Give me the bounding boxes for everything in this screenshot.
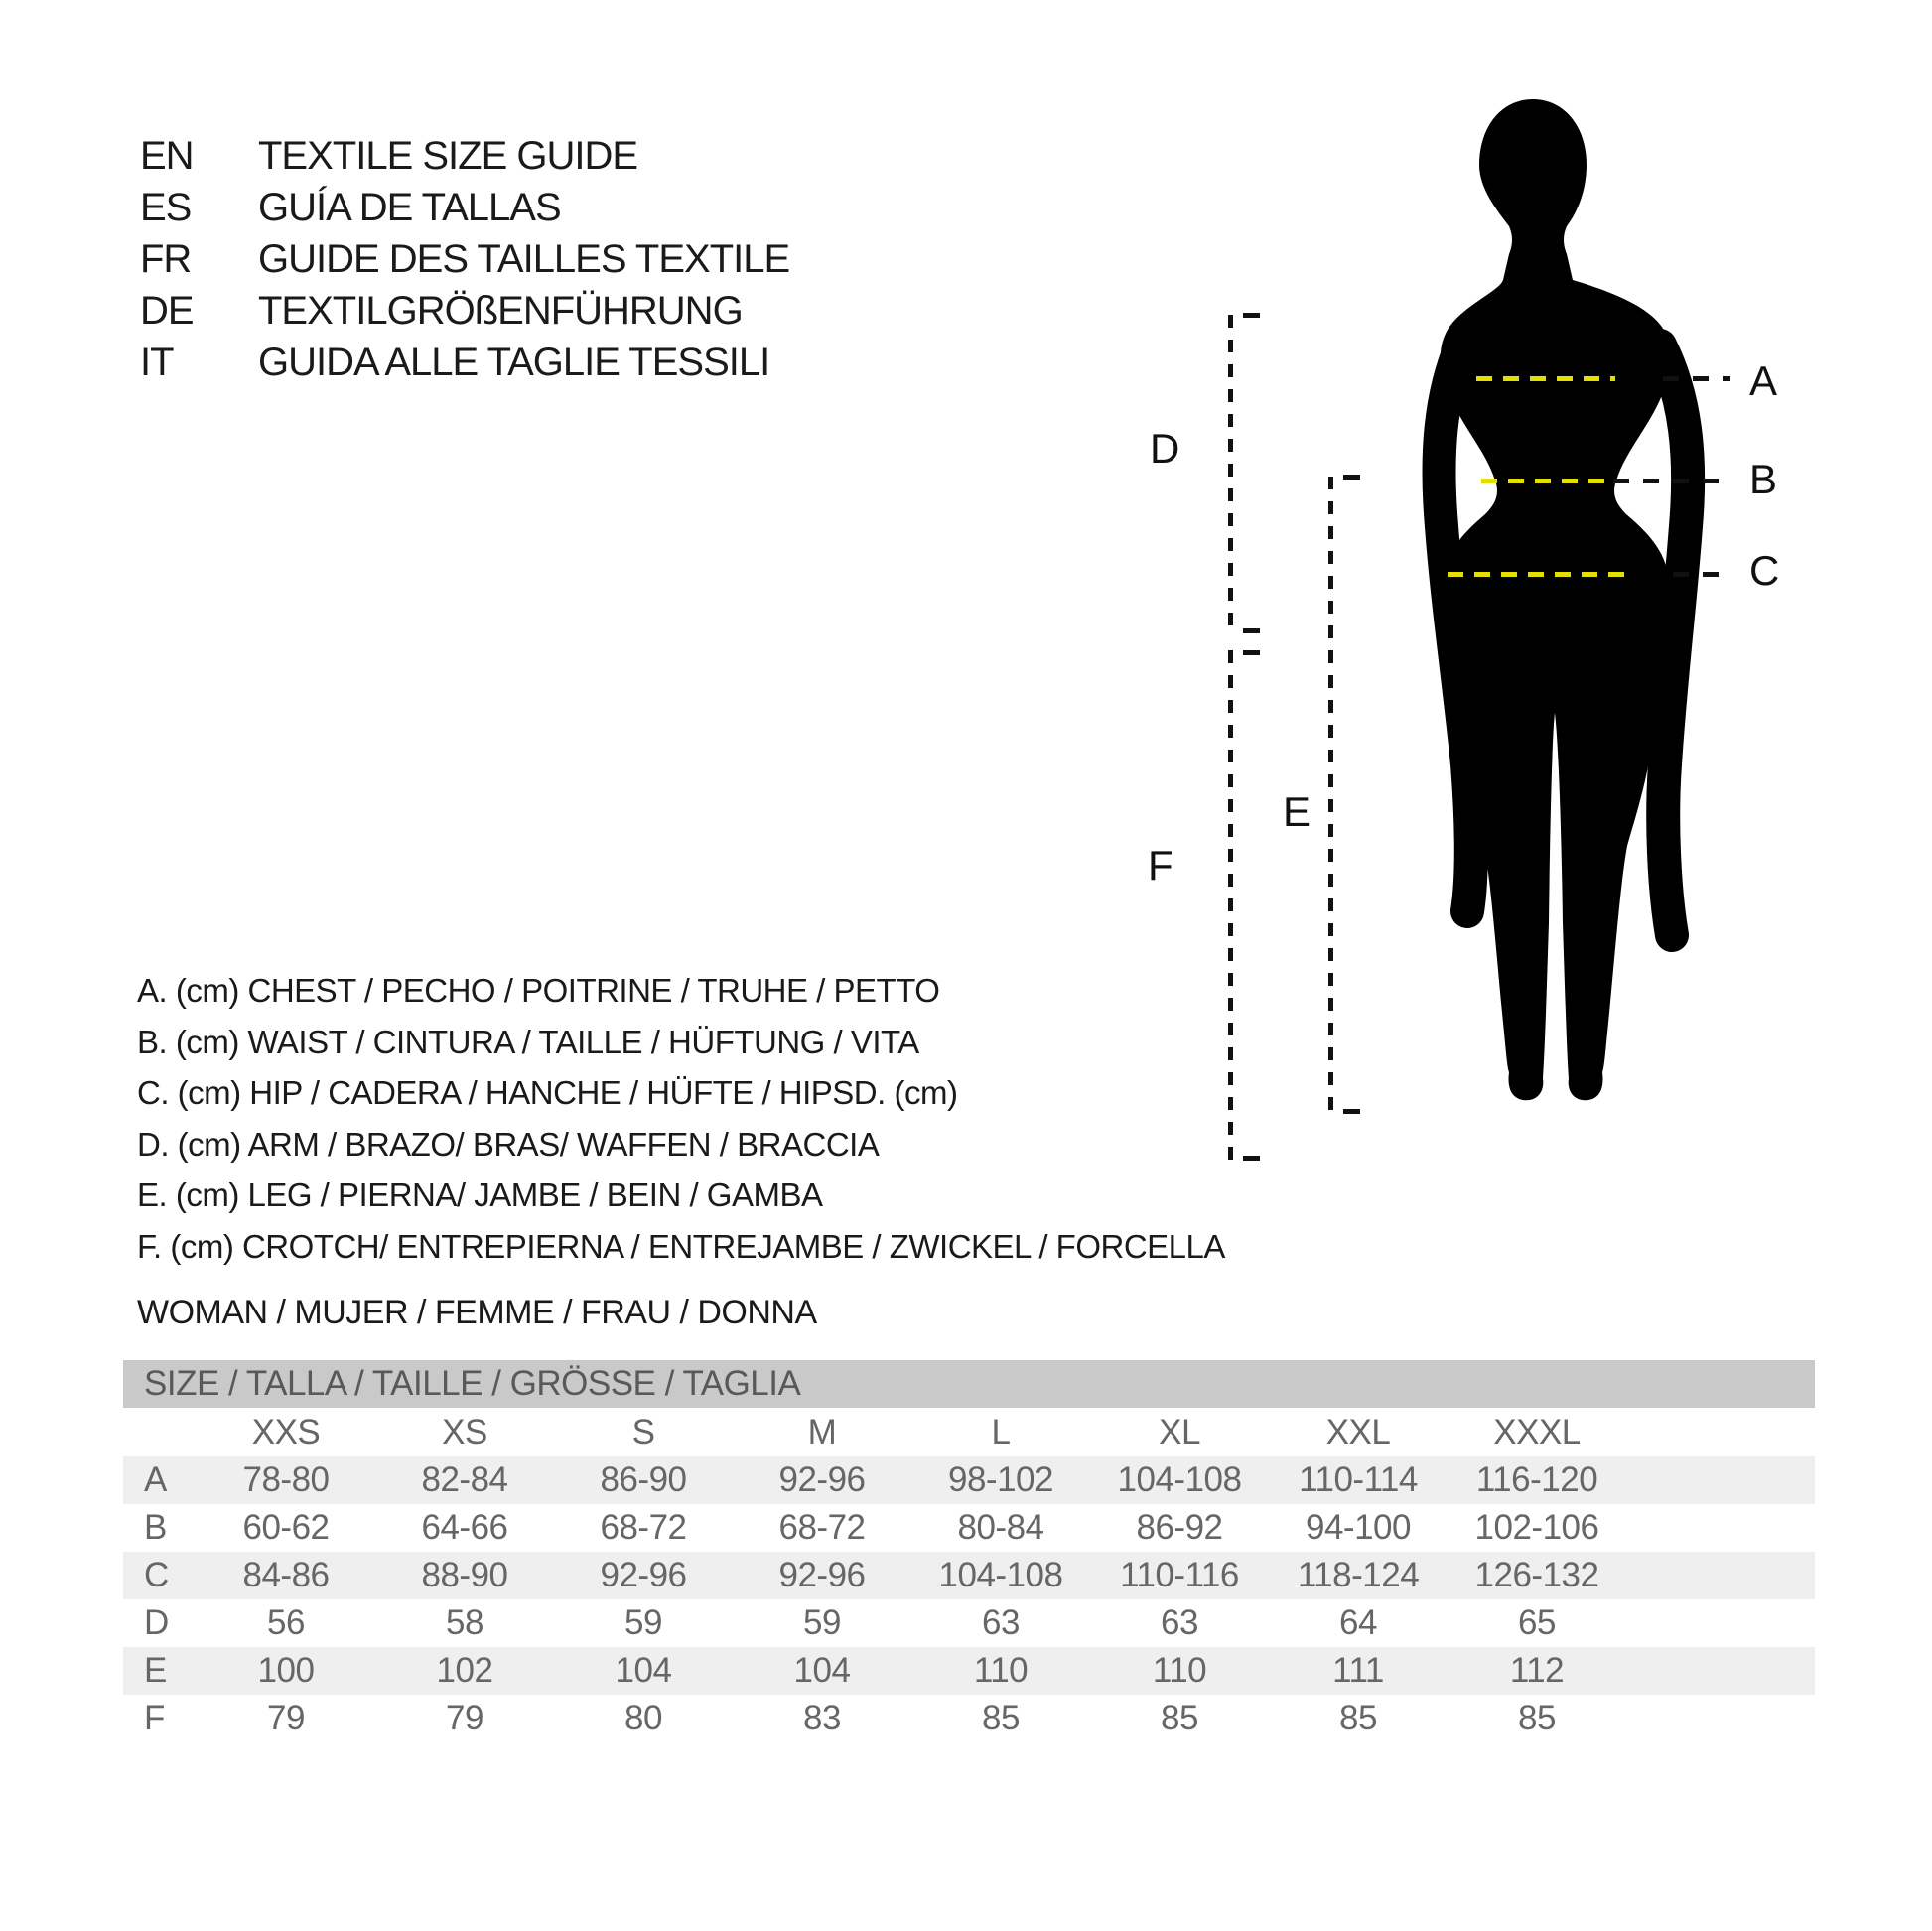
- label-crotch-F: F: [1148, 842, 1173, 889]
- leg-measure-line: [1328, 477, 1333, 1114]
- cell: 85: [982, 1699, 1020, 1737]
- guide-title: GUIDE DES TAILLES TEXTILE: [258, 237, 790, 281]
- cell: 92-96: [778, 1556, 866, 1594]
- cell: 110: [1152, 1651, 1207, 1690]
- cell: 59: [624, 1603, 662, 1642]
- cell: 126-132: [1474, 1556, 1599, 1594]
- cell: 102-106: [1474, 1508, 1599, 1547]
- leg-line-top-tick: [1343, 475, 1360, 480]
- label-hip-C: C: [1749, 547, 1780, 594]
- cell: 68-72: [778, 1508, 866, 1547]
- legend-chest: A. (cm) CHEST / PECHO / POITRINE / TRUHE / PETTO: [137, 972, 940, 1009]
- crotch-line-bottom-tick: [1243, 1156, 1260, 1161]
- waist-leader-dash: [1613, 479, 1730, 483]
- guide-title: GUIDA ALLE TAGLIE TESSILI: [258, 341, 770, 384]
- woman-silhouette-image: [1410, 89, 1727, 1112]
- row-label: F: [144, 1699, 165, 1737]
- cell: 85: [1161, 1699, 1198, 1737]
- cell: 82-84: [421, 1460, 508, 1499]
- hip-measure-dash: [1448, 572, 1629, 577]
- cell: 84-86: [242, 1556, 330, 1594]
- cell: 78-80: [242, 1460, 330, 1499]
- cell: 102: [436, 1651, 493, 1690]
- cell: 92-96: [778, 1460, 866, 1499]
- size-table: [123, 1360, 1815, 1742]
- cell: 79: [267, 1699, 305, 1737]
- waist-measure-dash: [1481, 479, 1605, 483]
- col-header-xxl: XXL: [1325, 1412, 1391, 1451]
- row-label: C: [144, 1556, 169, 1594]
- table-row-leg: [123, 1647, 1815, 1695]
- arm-measure-line: [1228, 315, 1233, 633]
- chest-leader-dash: [1663, 376, 1730, 381]
- cell: 58: [446, 1603, 483, 1642]
- header-row-fr: [140, 237, 789, 281]
- table-row-crotch: [123, 1695, 1815, 1742]
- cell: 85: [1339, 1699, 1377, 1737]
- cell: 110-114: [1299, 1460, 1418, 1499]
- cell: 104: [615, 1651, 672, 1690]
- table-row-waist: [123, 1504, 1815, 1552]
- lang-code: FR: [140, 237, 192, 281]
- row-label: B: [144, 1508, 167, 1547]
- guide-title: TEXTILE SIZE GUIDE: [258, 134, 638, 178]
- table-row-chest: [123, 1456, 1815, 1504]
- col-header-xs: XS: [442, 1412, 487, 1451]
- cell: 63: [1161, 1603, 1198, 1642]
- col-header-xxxl: XXXL: [1493, 1412, 1581, 1451]
- cell: 65: [1518, 1603, 1556, 1642]
- lang-code: IT: [140, 341, 174, 384]
- arm-line-top-tick: [1243, 313, 1260, 318]
- cell: 64-66: [421, 1508, 508, 1547]
- audience-heading: WOMAN / MUJER / FEMME / FRAU / DONNA: [137, 1294, 817, 1331]
- legend-leg: E. (cm) LEG / PIERNA/ JAMBE / BEIN / GAMBA: [137, 1176, 823, 1213]
- cell: 104: [793, 1651, 851, 1690]
- cell: 83: [803, 1699, 841, 1737]
- label-arm-D: D: [1150, 425, 1180, 472]
- row-label: A: [144, 1460, 167, 1499]
- label-waist-B: B: [1749, 456, 1778, 502]
- lang-code: EN: [140, 134, 194, 178]
- col-header-xxs: XXS: [251, 1412, 321, 1451]
- label-chest-A: A: [1749, 357, 1778, 404]
- cell: 104-108: [938, 1556, 1063, 1594]
- crotch-measure-line: [1228, 650, 1233, 1161]
- col-header-l: L: [991, 1412, 1011, 1451]
- lang-code: ES: [140, 186, 192, 229]
- cell: 98-102: [948, 1460, 1053, 1499]
- cell: 110-116: [1120, 1556, 1239, 1594]
- guide-title: GUÍA DE TALLAS: [258, 186, 561, 229]
- cell: 60-62: [242, 1508, 330, 1547]
- cell: 63: [982, 1603, 1020, 1642]
- size-column-header-row: [123, 1408, 1815, 1456]
- table-row-arm: [123, 1599, 1815, 1647]
- guide-title: TEXTILGRÖßENFÜHRUNG: [258, 289, 743, 333]
- row-label: D: [144, 1603, 169, 1642]
- cell: 112: [1509, 1651, 1565, 1690]
- size-table-header-bar: SIZE / TALLA / TAILLE / GRÖSSE / TAGLIA: [123, 1360, 1815, 1408]
- table-row-hip: [123, 1552, 1815, 1599]
- header-row-it: [140, 341, 769, 384]
- legend-hip: C. (cm) HIP / CADERA / HANCHE / HÜFTE / HIPSD. (cm): [137, 1074, 958, 1111]
- cell: 88-90: [421, 1556, 508, 1594]
- legend-waist: B. (cm) WAIST / CINTURA / TAILLE / HÜFTUNG / VITA: [137, 1024, 919, 1060]
- cell: 92-96: [600, 1556, 687, 1594]
- cell: 68-72: [600, 1508, 687, 1547]
- legend-crotch: F. (cm) CROTCH/ ENTREPIERNA / ENTREJAMBE / ZWICKEL / FORCELLA: [137, 1228, 1225, 1265]
- cell: 80: [624, 1699, 662, 1737]
- cell: 80-84: [957, 1508, 1044, 1547]
- col-header-m: M: [807, 1412, 837, 1451]
- cell: 100: [257, 1651, 315, 1690]
- legend-arm: D. (cm) ARM / BRAZO/ BRAS/ WAFFEN / BRACCIA: [137, 1126, 880, 1163]
- cell: 56: [267, 1603, 305, 1642]
- cell: 59: [803, 1603, 841, 1642]
- arm-line-bottom-tick: [1243, 628, 1260, 633]
- cell: 86-90: [600, 1460, 687, 1499]
- cell: 85: [1518, 1699, 1556, 1737]
- col-header-xl: XL: [1159, 1412, 1200, 1451]
- leg-line-bottom-tick: [1343, 1109, 1360, 1114]
- col-header-s: S: [631, 1412, 655, 1451]
- chest-measure-dash: [1476, 376, 1615, 381]
- cell: 104-108: [1117, 1460, 1242, 1499]
- crotch-line-top-tick: [1243, 650, 1260, 655]
- cell: 86-92: [1136, 1508, 1223, 1547]
- cell: 118-124: [1297, 1556, 1420, 1594]
- header-row-de: [140, 289, 743, 333]
- header-row-en: [140, 134, 637, 178]
- lang-code: DE: [140, 289, 194, 333]
- hip-leader-dash: [1673, 572, 1730, 577]
- cell: 79: [446, 1699, 483, 1737]
- header-row-es: [140, 186, 561, 229]
- label-leg-E: E: [1283, 788, 1311, 835]
- cell: 64: [1339, 1603, 1377, 1642]
- cell: 111: [1332, 1651, 1384, 1690]
- cell: 94-100: [1306, 1508, 1411, 1547]
- row-label: E: [144, 1651, 167, 1690]
- cell: 116-120: [1475, 1460, 1598, 1499]
- cell: 110: [973, 1651, 1029, 1690]
